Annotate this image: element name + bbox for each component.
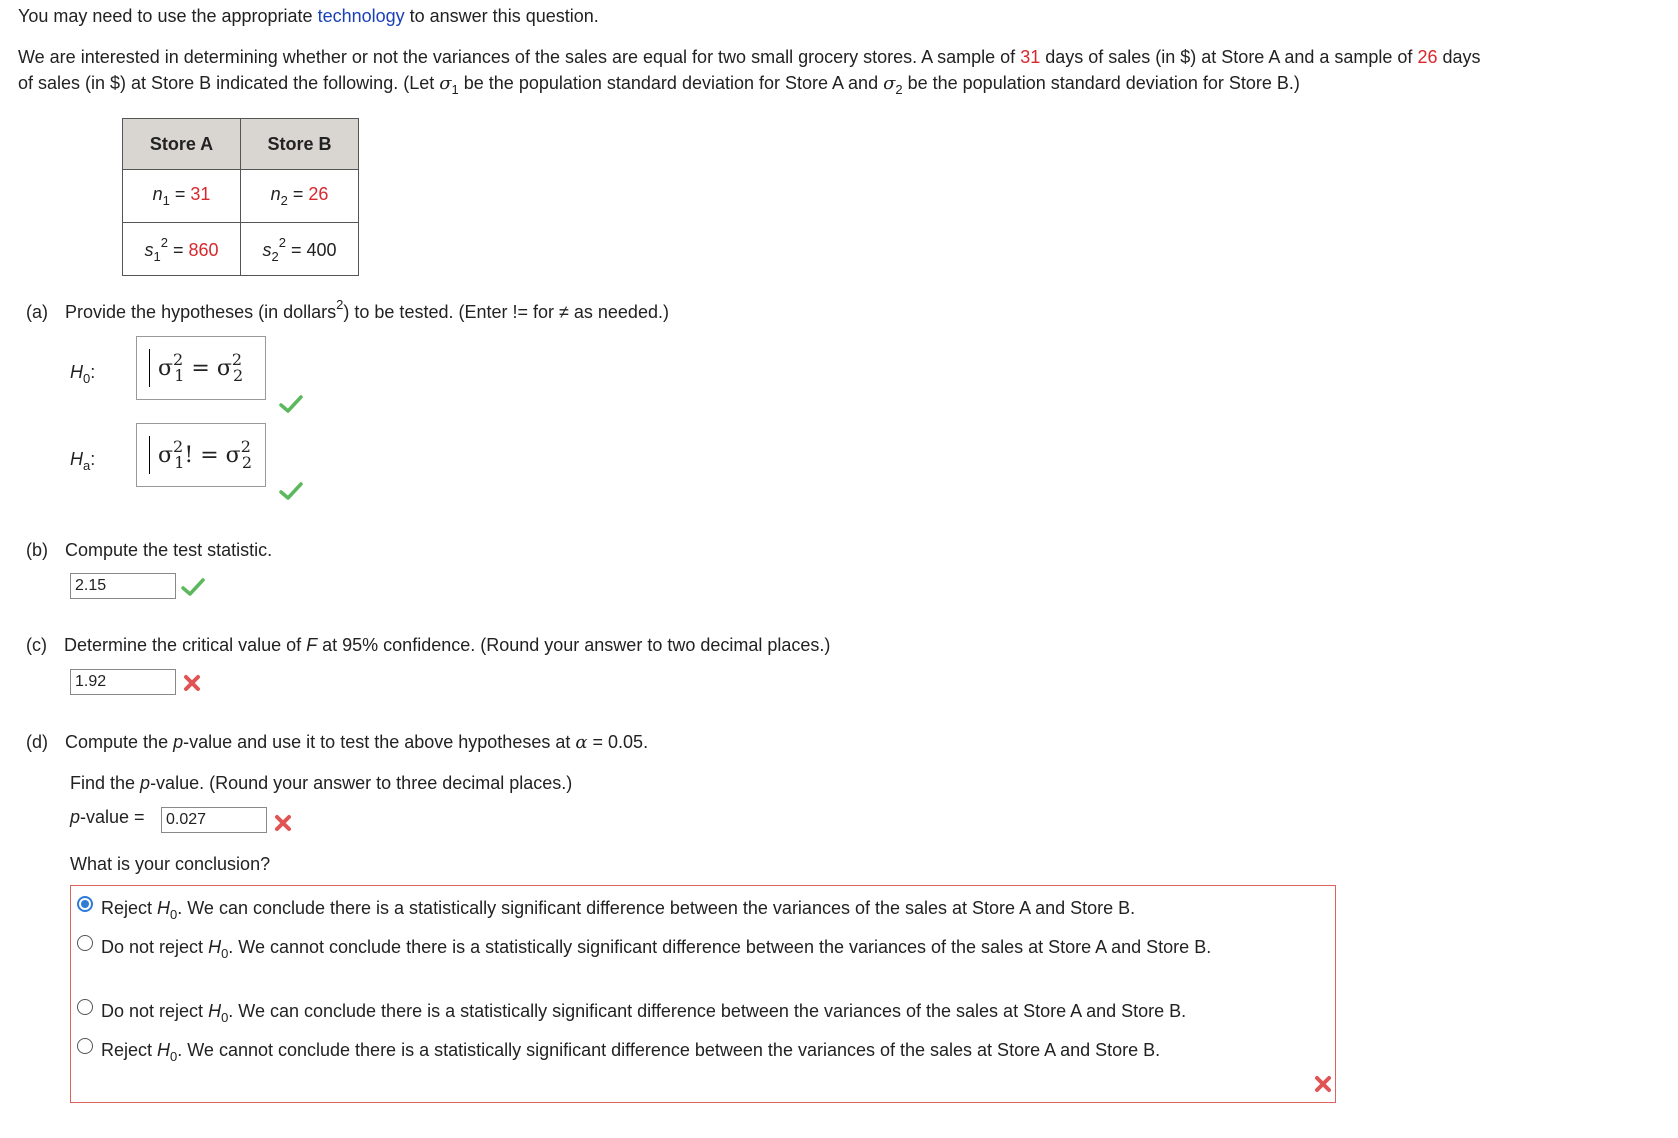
option-label: [101, 894, 1135, 929]
problem-text: be the population standard deviation for Store B.): [902, 73, 1300, 93]
sigma-symbol: σ: [216, 355, 232, 381]
find-pvalue-text: [70, 773, 572, 794]
n2-value: 26: [308, 184, 329, 204]
checkmark-icon: [279, 481, 303, 501]
table-header-store-a: Store A: [123, 119, 241, 170]
technology-link[interactable]: technology: [317, 6, 405, 26]
part-d-text: = 0.05.: [587, 732, 649, 752]
ha-expression: [149, 436, 252, 474]
subscript: 2: [895, 82, 903, 97]
part-a-text: ) to be tested. (Enter != for ≠ as needed.): [343, 302, 669, 322]
part-c-prompt: [26, 635, 830, 656]
h-symbol: H: [157, 898, 171, 918]
conclusion-option-1[interactable]: [77, 894, 1135, 929]
subscript: 1: [153, 248, 161, 264]
part-b-label: (b): [26, 540, 48, 560]
var-s: s: [144, 239, 154, 260]
equals: =: [285, 239, 307, 260]
n1-value: 31: [190, 184, 211, 204]
subscript: 1: [451, 82, 459, 97]
critical-value-input[interactable]: 1.92: [70, 669, 176, 695]
subscript: 1: [162, 193, 170, 208]
test-statistic-input[interactable]: 2.15: [70, 573, 176, 599]
h-symbol: H: [208, 937, 222, 957]
table-header-store-b: Store B: [241, 119, 359, 170]
sample-size-a: 31: [1020, 47, 1041, 67]
problem-text: days of sales (in $) at Store A and a sample of: [1040, 47, 1418, 67]
intro-text-end: to answer this question.: [404, 6, 599, 26]
h-symbol: H: [70, 449, 83, 469]
h0-input[interactable]: [136, 336, 266, 400]
cross-icon: [182, 673, 202, 693]
var-n: n: [270, 184, 281, 204]
option-text: Reject: [101, 898, 158, 918]
option-text: Do not reject: [101, 1001, 209, 1021]
sample-size-b: 26: [1417, 47, 1438, 67]
part-a-text: Provide the hypotheses (in dollars: [65, 302, 337, 322]
ha-math: [158, 436, 253, 472]
intro-line: [18, 6, 599, 27]
h0-label: [70, 362, 95, 386]
option-text: Reject: [101, 1040, 158, 1060]
problem-text: of sales (in $) at Store B indicated the following. (Let: [18, 73, 440, 93]
subscript: 1: [174, 452, 185, 472]
checkmark-icon: [181, 577, 205, 597]
operator: =: [184, 355, 217, 381]
subscript: 2: [271, 248, 279, 264]
table-cell-n1: [123, 170, 241, 223]
subscript: a: [83, 458, 91, 473]
part-c-text: at 95% confidence. (Round your answer to two decimal places.): [317, 635, 831, 655]
radio-icon[interactable]: [77, 999, 93, 1015]
operator: ! =: [184, 442, 226, 468]
intro-text: You may need to use the appropriate: [18, 6, 318, 26]
subscript: 0: [170, 1049, 178, 1064]
option-label: [101, 1036, 1160, 1071]
part-d-text: Compute the: [65, 732, 174, 752]
h-symbol: H: [208, 1001, 222, 1021]
superscript: 2: [173, 436, 184, 456]
part-d-prompt: [26, 732, 648, 753]
radio-icon[interactable]: [77, 1038, 93, 1054]
conclusion-option-4[interactable]: [77, 1036, 1160, 1071]
option-text: . We cannot conclude there is a statistically significant difference between the variances of the sales at Store A and Store B.: [228, 937, 1212, 957]
sigma-symbol: σ: [439, 73, 452, 94]
conclusion-options-box: [70, 885, 1336, 1103]
alpha-symbol: α: [575, 732, 588, 753]
ha-label: [70, 449, 95, 473]
superscript: 2: [240, 436, 251, 456]
superscript: 2: [160, 234, 168, 250]
conclusion-option-3[interactable]: [77, 997, 1186, 1032]
cross-icon: [1313, 1074, 1333, 1094]
sigma-symbol: σ: [158, 442, 174, 468]
problem-line-2: [18, 73, 1300, 97]
part-b-prompt: [26, 540, 272, 561]
sigma-symbol: σ: [225, 442, 241, 468]
conclusion-option-2[interactable]: [77, 933, 1257, 968]
superscript: 2: [278, 234, 286, 250]
superscript: 2: [336, 297, 344, 312]
option-text: Do not reject: [101, 937, 209, 957]
sigma-symbol: σ: [158, 355, 174, 381]
var-p: p: [173, 732, 184, 752]
part-c-text: Determine the critical value of: [64, 635, 307, 655]
table-cell-s1-squared: [123, 223, 241, 276]
equals: =: [167, 239, 189, 260]
table-cell-n2: [241, 170, 359, 223]
problem-text: days: [1437, 47, 1481, 67]
part-d-text: -value. (Round your answer to three decimal places.): [150, 773, 573, 793]
subscript: 2: [233, 365, 244, 385]
equals: =: [169, 184, 191, 204]
sigma-symbol: σ: [883, 73, 896, 94]
part-d-text: -value and use it to test the above hypotheses at: [183, 732, 576, 752]
h-symbol: H: [70, 362, 83, 382]
subscript: 1: [174, 365, 185, 385]
part-d-label: (d): [26, 732, 48, 752]
colon: :: [90, 449, 96, 469]
var-f: F: [306, 635, 318, 655]
radio-icon[interactable]: [77, 935, 93, 951]
s2-squared-value: 400: [306, 239, 337, 260]
part-b-text: Compute the test statistic.: [65, 540, 273, 560]
cross-icon: [273, 813, 293, 833]
problem-text: be the population standard deviation for Store A and: [458, 73, 884, 93]
subscript: 0: [83, 371, 91, 386]
superscript: 2: [231, 349, 243, 369]
subscript: 2: [280, 193, 288, 208]
problem-line-1: [18, 47, 1481, 68]
var-p: p: [140, 773, 151, 793]
option-text: . We can conclude there is a statistically significant difference between the variances of the sales at Store A and Store B.: [228, 1001, 1187, 1021]
sample-data-table: [122, 118, 359, 276]
option-text: . We can conclude there is a statistically significant difference between the variances of the sales at Store A and Store B.: [177, 898, 1136, 918]
pvalue-label: [70, 807, 145, 828]
var-p: p: [70, 807, 81, 827]
part-a-prompt: [26, 297, 669, 323]
subscript: 2: [241, 452, 253, 472]
h0-expression: [149, 349, 243, 387]
s1-squared-value: 860: [188, 239, 219, 260]
subscript: 0: [170, 907, 178, 922]
option-text: . We cannot conclude there is a statistically significant difference between the variances of the sales at Store A and Store B.: [177, 1040, 1161, 1060]
subscript: 0: [221, 946, 229, 961]
pvalue-label-text: -value =: [80, 807, 145, 827]
h-symbol: H: [157, 1040, 171, 1060]
checkmark-icon: [279, 394, 303, 414]
part-c-label: (c): [26, 635, 47, 655]
h0-math: [158, 349, 244, 385]
part-a-label: (a): [26, 302, 48, 322]
subscript: 0: [221, 1010, 229, 1025]
pvalue-input[interactable]: 0.027: [161, 807, 267, 833]
problem-text: We are interested in determining whether or not the variances of the sales are equal for two small grocery stores. A sample of: [18, 47, 1021, 67]
var-n: n: [152, 184, 163, 204]
superscript: 2: [173, 349, 184, 369]
equals: =: [287, 184, 309, 204]
table-cell-s2-squared: [241, 223, 359, 276]
conclusion-question: What is your conclusion?: [70, 854, 271, 874]
radio-selected-icon[interactable]: [77, 896, 93, 912]
part-d-text: Find the: [70, 773, 141, 793]
var-s: s: [262, 239, 272, 260]
colon: :: [90, 362, 96, 382]
option-label: [101, 997, 1186, 1032]
ha-input[interactable]: [136, 423, 266, 487]
option-label: [101, 933, 1211, 968]
